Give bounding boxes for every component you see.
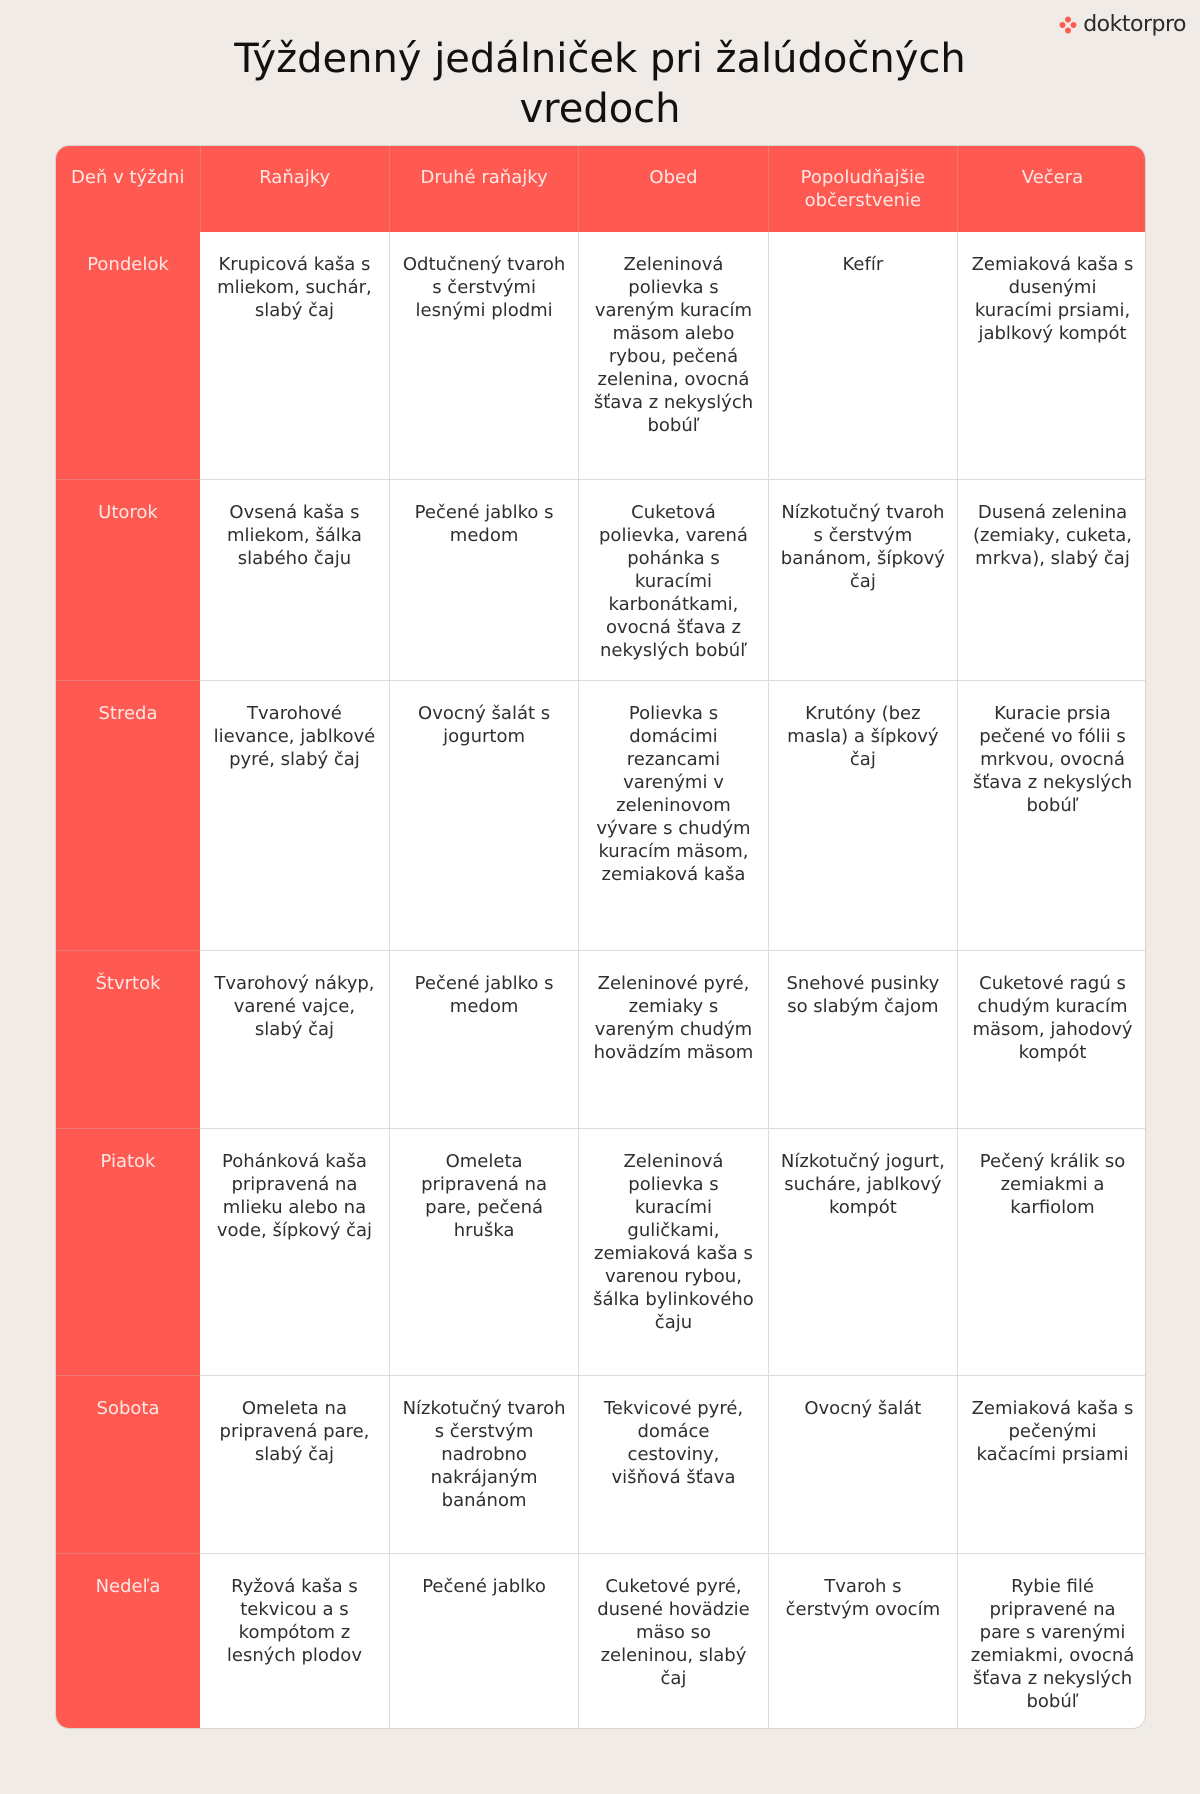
second-breakfast-cell: Ovocný šalát s jogurtom: [389, 680, 578, 950]
header-breakfast: Raňajky: [200, 146, 389, 232]
breakfast-cell: Pohánková kaša pripravená na mlieku alebo na vode, šípkový čaj: [200, 1128, 389, 1375]
table-row-thursday: [56, 950, 1146, 1128]
dinner-cell: Rybie filé pripravené na pare s varenými zemiakmi, ovocná šťava z nekyslých bobúľ: [970, 1575, 1135, 1712]
afternoon-snack-cell: Krutóny (bez masla) a šípkový čaj: [768, 680, 957, 950]
table-header-row: [56, 146, 1146, 232]
lunch-cell: Cuketová polievka, varená pohánka s kuracími karbonátkami, ovocná šťava z nekyslých bobúľ: [579, 479, 768, 680]
table-row-tuesday: [56, 479, 1146, 680]
header-lunch: Obed: [579, 146, 768, 232]
second-breakfast-cell: Odtučnený tvaroh s čerstvými lesnými plodmi: [389, 232, 578, 479]
header-second-breakfast: Druhé raňajky: [389, 146, 578, 232]
afternoon-snack-cell: Kefír: [768, 232, 957, 479]
afternoon-snack-cell: Nízkotučný jogurt, sucháre, jablkový kompót: [768, 1128, 957, 1375]
second-breakfast-cell: Pečené jablko: [389, 1553, 578, 1729]
table-row-wednesday: [56, 680, 1146, 950]
table-row-friday: [56, 1128, 1146, 1375]
dinner-cell: Kuracie prsia pečené vo fólii s mrkvou, ovocná šťava z nekyslých bobúľ: [958, 680, 1146, 950]
dinner-cell: Zemiaková kaša s pečenými kačacími prsiami: [958, 1375, 1146, 1553]
table-row-monday: [56, 232, 1146, 479]
day-cell: Nedeľa: [56, 1553, 200, 1729]
afternoon-snack-cell: Tvaroh s čerstvým ovocím: [768, 1553, 957, 1729]
lunch-cell: Zeleninová polievka s vareným kuracím mäsom alebo rybou, pečená zelenina, ovocná šťava z nekyslých bobúľ: [579, 232, 768, 479]
day-cell: Utorok: [56, 479, 200, 680]
day-cell: Piatok: [56, 1128, 200, 1375]
lunch-cell: Polievka s domácimi rezancami varenými v zeleninovom vývare s chudým kuracím mäsom, zemiaková kaša: [579, 680, 768, 950]
lunch-cell: Tekvicové pyré, domáce cestoviny, višňová šťava: [579, 1375, 768, 1553]
page-title: Týždenný jedálniček pri žalúdočných vredoch: [234, 36, 966, 132]
breakfast-cell: Ryžová kaša s tekvicou a s kompótom z lesných plodov: [200, 1553, 389, 1729]
header-afternoon-snack: Popoludňajšie občerstvenie: [768, 146, 957, 232]
table-row-saturday: [56, 1375, 1146, 1553]
header-dinner: Večera: [958, 146, 1146, 232]
breakfast-cell: Omeleta na pripravená pare, slabý čaj: [200, 1375, 389, 1553]
dinner-cell: Pečený králik so zemiakmi a karfiolom: [958, 1128, 1146, 1375]
second-breakfast-cell: Pečené jablko s medom: [389, 479, 578, 680]
table-row-sunday: [56, 1553, 1146, 1729]
dinner-cell: Cuketové ragú s chudým kuracím mäsom, jahodový kompót: [958, 950, 1146, 1128]
second-breakfast-cell: Pečené jablko s medom: [389, 950, 578, 1128]
dinner-cell: Dusená zelenina (zemiaky, cuketa, mrkva), slabý čaj: [958, 479, 1146, 680]
header-day: Deň v týždni: [56, 146, 200, 232]
day-cell: Štvrtok: [56, 950, 200, 1128]
lunch-cell: Zeleninová polievka s kuracími guličkami, zemiaková kaša s varenou rybou, šálka bylinkového čaju: [579, 1128, 768, 1375]
afternoon-snack-cell: Nízkotučný tvaroh s čerstvým banánom, šípkový čaj: [768, 479, 957, 680]
afternoon-snack-cell: Ovocný šalát: [768, 1375, 957, 1553]
afternoon-snack-cell: Snehové pusinky so slabým čajom: [768, 950, 957, 1128]
breakfast-cell: Ovsená kaša s mliekom, šálka slabého čaju: [200, 479, 389, 680]
brand-logo: [1059, 12, 1186, 37]
doktorpro-logo-icon: [1059, 16, 1077, 34]
breakfast-cell: Tvarohový nákyp, varené vajce, slabý čaj: [200, 950, 389, 1128]
day-cell: Streda: [56, 680, 200, 950]
breakfast-cell: Tvarohové lievance, jablkové pyré, slabý čaj: [200, 680, 389, 950]
second-breakfast-cell: Nízkotučný tvaroh s čerstvým nadrobno nakrájaným banánom: [389, 1375, 578, 1553]
brand-name: doktorpro: [1083, 12, 1186, 37]
dinner-cell: Zemiaková kaša s dusenými kuracími prsiami, jablkový kompót: [958, 232, 1146, 479]
breakfast-cell: Krupicová kaša s mliekom, suchár, slabý čaj: [200, 232, 389, 479]
second-breakfast-cell: Omeleta pripravená na pare, pečená hruška: [389, 1128, 578, 1375]
day-cell: Pondelok: [56, 232, 200, 479]
day-cell: Sobota: [56, 1375, 200, 1553]
lunch-cell: Cuketové pyré, dusené hovädzie mäso so zeleninou, slabý čaj: [579, 1553, 768, 1729]
meal-plan-table: [55, 145, 1146, 1729]
lunch-cell: Zeleninové pyré, zemiaky s vareným chudým hovädzím mäsom: [579, 950, 768, 1128]
